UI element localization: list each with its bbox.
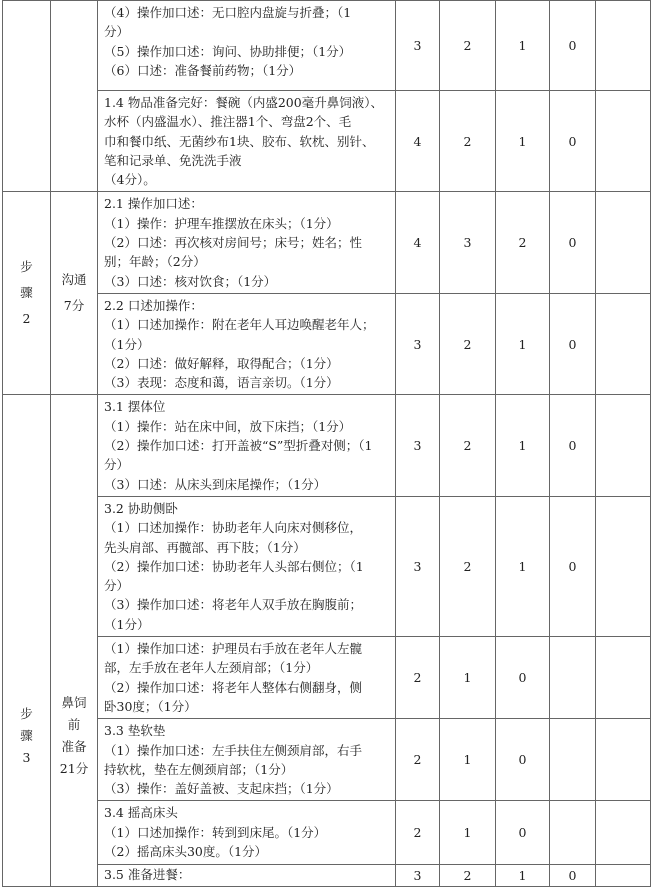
table-row bbox=[3, 637, 651, 719]
score-cell: 2 bbox=[440, 293, 496, 394]
score-cell: 1 bbox=[440, 637, 496, 719]
score-cell: 0 bbox=[550, 496, 596, 636]
criteria-text: 1.4 物品准备完好：餐碗（内盛200毫升鼻饲液）、 水杯（内盛温水）、推注器1个、弯盘2个、毛 巾和餐巾纸、无菌纱布1块、胶布、软枕、别针、 笔和记录单、免洗洗手液 （4分）。 bbox=[98, 91, 396, 192]
item-label: 沟通 7分 bbox=[61, 272, 87, 314]
score-cell: 2 bbox=[440, 496, 496, 636]
table-row bbox=[3, 1, 651, 91]
score-cell: 1 bbox=[496, 395, 550, 496]
table-row bbox=[3, 719, 651, 801]
item-cell bbox=[51, 1, 98, 192]
step-cell bbox=[3, 1, 51, 192]
score-cell: 2 bbox=[440, 865, 496, 887]
table-row bbox=[3, 192, 651, 293]
item-cell bbox=[51, 395, 98, 887]
score-cell: 1 bbox=[496, 293, 550, 394]
score-cell: 3 bbox=[396, 865, 440, 887]
step-cell bbox=[3, 395, 51, 887]
step-label: 步 骤 3 bbox=[20, 705, 33, 765]
criteria-text: 2.1 操作加口述： （1）操作：护理车推摆放在床头；（1分） （2）口述：再次核对房间号；床号；姓名；性 别；年龄；（2分） （3）口述：核对饮食；（1分） bbox=[98, 192, 396, 293]
score-cell bbox=[550, 637, 596, 719]
score-cell: 0 bbox=[496, 801, 550, 865]
score-cell: 2 bbox=[396, 637, 440, 719]
score-cell: 0 bbox=[550, 192, 596, 293]
criteria-text: 3.3 垫软垫 （1）操作加口述：左手扶住左侧颈肩部，右手 持软枕，垫在左侧颈肩部；（1分） （3）操作：盖好盖被、支起床挡；（1分） bbox=[98, 719, 396, 801]
criteria-text: （4）操作加口述：无口腔内盘旋与折叠；（1 分） （5）操作加口述：询问、协助排便；（1分） （6）口述：准备餐前药物；（1分） bbox=[98, 1, 396, 91]
score-cell: 2 bbox=[396, 719, 440, 801]
score-cell: 0 bbox=[550, 395, 596, 496]
criteria-text: 3.5 准备进餐： bbox=[98, 865, 396, 887]
score-cell: 4 bbox=[396, 192, 440, 293]
score-cell: 2 bbox=[496, 192, 550, 293]
table-row bbox=[3, 496, 651, 636]
score-cell: 3 bbox=[396, 395, 440, 496]
score-cell: 2 bbox=[440, 395, 496, 496]
score-cell: 3 bbox=[396, 496, 440, 636]
item-cell bbox=[51, 192, 98, 395]
table-row bbox=[3, 801, 651, 865]
score-cell-blank bbox=[596, 1, 651, 91]
score-cell: 2 bbox=[440, 1, 496, 91]
table-row bbox=[3, 395, 651, 496]
score-cell-blank bbox=[596, 801, 651, 865]
criteria-text: 3.2 协助侧卧 （1）口述加操作：协助老年人向床对侧移位， 先头肩部、再髋部、再下肢；（1分） （2）操作加口述：协助老年人头部右侧位；（1 分） （3）操作加口述：将老年人双手放在胸腹前； （1分） bbox=[98, 496, 396, 636]
table-row bbox=[3, 293, 651, 394]
score-cell bbox=[550, 719, 596, 801]
score-cell: 3 bbox=[396, 1, 440, 91]
step-label: 步 骤 2 bbox=[20, 259, 33, 327]
score-cell-blank bbox=[596, 865, 651, 887]
score-cell-blank bbox=[596, 496, 651, 636]
score-cell: 1 bbox=[496, 496, 550, 636]
score-cell: 3 bbox=[440, 192, 496, 293]
score-cell: 0 bbox=[550, 91, 596, 192]
score-cell-blank bbox=[596, 91, 651, 192]
score-cell-blank bbox=[596, 293, 651, 394]
scoring-table bbox=[2, 0, 651, 887]
score-cell: 2 bbox=[440, 91, 496, 192]
score-cell: 1 bbox=[496, 91, 550, 192]
score-cell-blank bbox=[596, 395, 651, 496]
criteria-text: （1）操作加口述：护理员右手放在老年人左髋 部，左手放在老年人左颈肩部；（1分） （2）操作加口述：将老年人整体右侧翻身，侧 卧30度；（1分） bbox=[98, 637, 396, 719]
score-cell-blank bbox=[596, 192, 651, 293]
score-cell: 0 bbox=[496, 637, 550, 719]
table-row bbox=[3, 865, 651, 887]
criteria-text: 3.4 摇高床头 （1）口述加操作：转到到床尾。（1分） （2）摇高床头30度。（1分） bbox=[98, 801, 396, 865]
score-cell: 1 bbox=[440, 719, 496, 801]
score-cell: 0 bbox=[550, 1, 596, 91]
criteria-text: 3.1 摆体位 （1）操作：站在床中间，放下床挡；（1分） （2）操作加口述：打开盖被“S”型折叠对侧；（1 分） （3）口述：从床头到床尾操作；（1分） bbox=[98, 395, 396, 496]
score-cell: 1 bbox=[440, 801, 496, 865]
score-cell-blank bbox=[596, 719, 651, 801]
score-cell: 0 bbox=[496, 719, 550, 801]
score-cell-blank bbox=[596, 637, 651, 719]
score-cell: 0 bbox=[550, 865, 596, 887]
step-cell bbox=[3, 192, 51, 395]
score-cell: 3 bbox=[396, 293, 440, 394]
score-cell: 0 bbox=[550, 293, 596, 394]
item-label: 鼻饲 前 准备 21分 bbox=[59, 694, 89, 776]
score-cell: 1 bbox=[496, 865, 550, 887]
score-cell: 4 bbox=[396, 91, 440, 192]
criteria-text: 2.2 口述加操作： （1）口述加操作：附在老年人耳边唤醒老年人； （1分） （2）口述：做好解释，取得配合；（1分） （3）表现：态度和蔼，语言亲切。（1分） bbox=[98, 293, 396, 394]
score-cell bbox=[550, 801, 596, 865]
score-cell: 1 bbox=[496, 1, 550, 91]
score-cell: 2 bbox=[396, 801, 440, 865]
table-row bbox=[3, 91, 651, 192]
